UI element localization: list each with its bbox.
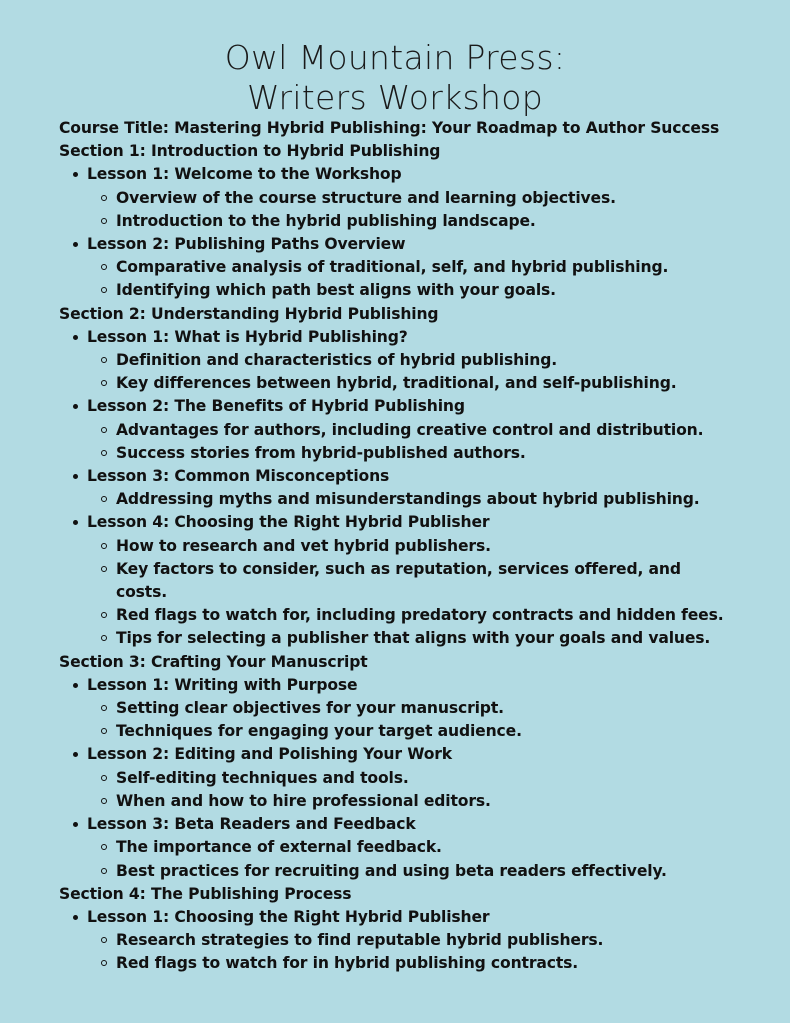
lesson-item: Self-editing techniques and tools. <box>59 767 779 790</box>
lesson-item: Tips for selecting a publisher that aligns with your goals and values. <box>59 627 779 650</box>
lesson-item: Identifying which path best aligns with your goals. <box>59 279 779 302</box>
lesson-item: Success stories from hybrid-published authors. <box>59 442 779 465</box>
lesson-item: Key factors to consider, such as reputation, services offered, and costs. <box>59 558 736 604</box>
lesson-item: How to research and vet hybrid publishers. <box>59 535 779 558</box>
lesson-item: Research strategies to find reputable hybrid publishers. <box>59 929 779 952</box>
course-title: Course Title: Mastering Hybrid Publishing: Your Roadmap to Author Success <box>59 119 720 137</box>
lesson-title: Lesson 3: Beta Readers and Feedback <box>59 813 779 836</box>
lesson-item: Best practices for recruiting and using beta readers effectively. <box>59 860 779 883</box>
lesson-item: Red flags to watch for, including predatory contracts and hidden fees. <box>59 604 779 627</box>
lesson-item: The importance of external feedback. <box>59 836 779 859</box>
lesson-item: Overview of the course structure and learning objectives. <box>59 187 779 210</box>
lesson-title: Lesson 1: What is Hybrid Publishing? <box>59 326 779 349</box>
lesson-item: Addressing myths and misunderstandings about hybrid publishing. <box>59 488 779 511</box>
lesson-item: Key differences between hybrid, traditional, and self-publishing. <box>59 372 779 395</box>
lesson-item: Comparative analysis of traditional, self, and hybrid publishing. <box>59 256 779 279</box>
lesson-title: Lesson 4: Choosing the Right Hybrid Publisher <box>59 511 779 534</box>
lesson-item: Introduction to the hybrid publishing landscape. <box>59 210 779 233</box>
section-heading: Section 4: The Publishing Process <box>59 884 352 903</box>
title-line-2: Writers Workshop <box>247 78 543 117</box>
section-heading: Section 2: Understanding Hybrid Publishing <box>59 304 439 323</box>
lesson-item: When and how to hire professional editors. <box>59 790 779 813</box>
lesson-title: Lesson 2: Editing and Polishing Your Work <box>59 743 779 766</box>
lesson-title: Lesson 3: Common Misconceptions <box>59 465 779 488</box>
lesson-title: Lesson 1: Writing with Purpose <box>59 674 779 697</box>
lesson-title: Lesson 1: Choosing the Right Hybrid Publisher <box>59 906 779 929</box>
lesson-item: Advantages for authors, including creative control and distribution. <box>59 419 779 442</box>
lesson-item: Techniques for engaging your target audience. <box>59 720 779 743</box>
course-outline <box>59 117 779 976</box>
section-heading: Section 1: Introduction to Hybrid Publishing <box>59 142 441 161</box>
lesson-item: Setting clear objectives for your manuscript. <box>59 697 779 720</box>
section-heading: Section 3: Crafting Your Manuscript <box>59 652 368 671</box>
lesson-title: Lesson 2: The Benefits of Hybrid Publishing <box>59 395 779 418</box>
lesson-title: Lesson 2: Publishing Paths Overview <box>59 233 779 256</box>
page-title <box>0 38 790 118</box>
lesson-title: Lesson 1: Welcome to the Workshop <box>59 163 779 186</box>
lesson-item: Red flags to watch for in hybrid publishing contracts. <box>59 952 779 975</box>
lesson-item: Definition and characteristics of hybrid publishing. <box>59 349 779 372</box>
title-line-1: Owl Mountain Press: <box>224 38 566 77</box>
